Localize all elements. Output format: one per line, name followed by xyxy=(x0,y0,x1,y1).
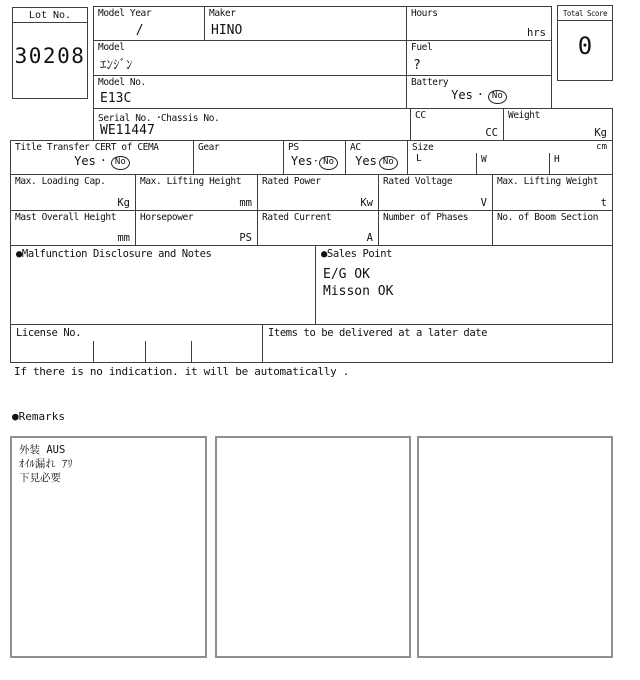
battery-separator: ･ xyxy=(477,90,483,101)
ps-separator: ･ xyxy=(313,157,319,167)
remarks-line-1: 外装 AUS xyxy=(19,444,66,456)
ac-cell xyxy=(345,140,408,175)
max-lifting-weight-label: Max. Lifting Weight xyxy=(497,176,599,187)
total-score-box xyxy=(557,5,613,81)
size-cell xyxy=(407,140,613,175)
ac-yes: Yes xyxy=(355,154,377,168)
later-items-label: Items to be delivered at a later date xyxy=(268,327,488,339)
number-of-phases-cell xyxy=(378,210,493,246)
title-transfer-separator: ･ xyxy=(100,156,106,167)
cc-cell xyxy=(410,108,504,141)
remarks-box-1 xyxy=(10,436,207,658)
model-no-cell xyxy=(93,75,407,109)
total-score-label: Total Score xyxy=(558,6,612,21)
size-l-label: L xyxy=(416,153,422,164)
rated-voltage-cell xyxy=(378,174,493,211)
weight-label: Weight xyxy=(508,110,540,121)
ac-yes-no xyxy=(346,154,407,170)
title-transfer-no-circled: No xyxy=(111,156,130,170)
serial-value: WE11447 xyxy=(100,123,155,138)
footer-note: If there is no indication. it will be automatically . xyxy=(14,365,350,378)
license-no-cell xyxy=(10,324,263,363)
remarks-box-1-text xyxy=(12,438,205,490)
rated-power-unit: Kw xyxy=(360,197,373,209)
max-loading-cap-unit: Kg xyxy=(117,197,130,209)
weight-cell xyxy=(503,108,613,141)
model-no-value: E13C xyxy=(100,91,132,106)
gear-label: Gear xyxy=(198,142,220,153)
sales-point-line-2: Misson OK xyxy=(323,284,394,299)
hours-cell xyxy=(406,6,552,41)
remarks-line-2: ｵｲﾙ漏れ ｱﾘ xyxy=(19,458,73,470)
battery-label: Battery xyxy=(411,77,449,88)
max-loading-cap-cell xyxy=(10,174,136,211)
mast-overall-height-cell xyxy=(10,210,136,246)
ps-label: PS xyxy=(288,142,299,153)
license-divider-2 xyxy=(145,341,146,362)
battery-no-circled: No xyxy=(488,90,507,104)
max-lifting-weight-cell xyxy=(492,174,613,211)
ps-cell xyxy=(283,140,346,175)
mast-overall-height-label: Mast Overall Height xyxy=(15,212,117,223)
fuel-label: Fuel xyxy=(411,42,433,53)
maker-label: Maker xyxy=(209,8,236,19)
rated-power-cell xyxy=(257,174,379,211)
max-lifting-weight-unit: t xyxy=(600,197,607,209)
cc-unit: CC xyxy=(485,127,498,139)
remarks-title: ●Remarks xyxy=(12,410,65,423)
mast-overall-height-unit: mm xyxy=(117,232,130,244)
boom-section-label: No. of Boom Section xyxy=(497,212,599,223)
max-lifting-height-unit: mm xyxy=(239,197,252,209)
horsepower-cell xyxy=(135,210,258,246)
license-divider-1 xyxy=(93,341,94,362)
horsepower-unit: PS xyxy=(239,232,252,244)
ps-yes-no xyxy=(284,154,345,170)
model-cell xyxy=(93,40,407,76)
fuel-value: ? xyxy=(413,58,421,73)
size-w-label: W xyxy=(481,154,487,165)
ps-yes: Yes xyxy=(290,154,313,168)
rated-current-cell xyxy=(257,210,379,246)
battery-cell xyxy=(406,75,552,109)
model-value: ｴﾝｼﾞﾝ xyxy=(100,58,133,73)
battery-yes: Yes xyxy=(451,88,473,102)
lot-number-box xyxy=(12,7,88,99)
ps-no-circled: No xyxy=(319,156,338,170)
sales-point-label: ●Sales Point xyxy=(321,248,393,260)
remarks-box-3 xyxy=(417,436,613,658)
size-divider-wh xyxy=(549,153,550,174)
sales-point-line-1: E/G OK xyxy=(323,267,370,282)
cc-label: CC xyxy=(415,110,426,121)
size-divider-lw xyxy=(476,153,477,174)
title-transfer-yes: Yes xyxy=(74,154,96,168)
sales-point-lines xyxy=(323,266,393,300)
max-lifting-height-label: Max. Lifting Height xyxy=(140,176,242,187)
model-year-cell xyxy=(93,6,205,41)
size-label: Size xyxy=(412,142,434,153)
maker-value: HINO xyxy=(211,23,243,38)
boom-section-cell xyxy=(492,210,613,246)
remarks-box-2 xyxy=(215,436,411,658)
sales-point-cell xyxy=(315,245,613,325)
lot-number-label: Lot No. xyxy=(13,8,87,23)
model-year-value: / xyxy=(135,23,144,38)
weight-unit: Kg xyxy=(594,127,607,139)
rated-current-unit: A xyxy=(366,232,373,244)
gear-cell xyxy=(193,140,284,175)
rated-current-label: Rated Current xyxy=(262,212,332,223)
malfunction-notes-cell xyxy=(10,245,316,325)
horsepower-label: Horsepower xyxy=(140,212,194,223)
fuel-cell xyxy=(406,40,552,76)
size-h-label: H xyxy=(554,154,560,165)
ac-label: AC xyxy=(350,142,361,153)
rated-voltage-label: Rated Voltage xyxy=(383,176,453,187)
number-of-phases-label: Number of Phases xyxy=(383,212,469,223)
lot-number-value: 30208 xyxy=(14,44,86,68)
title-transfer-label: Title Transfer CERT of CEMA xyxy=(15,142,159,153)
license-divider-3 xyxy=(191,341,192,362)
remarks-line-3: 下見必要 xyxy=(19,472,61,484)
model-year-label: Model Year xyxy=(98,8,152,19)
rated-voltage-unit: V xyxy=(480,197,487,209)
later-items-cell xyxy=(262,324,613,363)
max-loading-cap-label: Max. Loading Cap. xyxy=(15,176,106,187)
battery-yes-no xyxy=(407,86,551,104)
hours-label: Hours xyxy=(411,8,438,19)
max-lifting-height-cell xyxy=(135,174,258,211)
hours-unit: hrs xyxy=(527,27,546,39)
title-transfer-cell xyxy=(10,140,194,175)
serial-label: Serial No. ･Chassis No. xyxy=(98,113,220,124)
model-no-label: Model No. xyxy=(98,77,146,88)
size-unit: cm xyxy=(596,142,607,152)
license-no-label: License No. xyxy=(16,327,82,339)
maker-cell xyxy=(204,6,407,41)
rated-power-label: Rated Power xyxy=(262,176,321,187)
malfunction-notes-label: ●Malfunction Disclosure and Notes xyxy=(16,248,212,260)
model-label: Model xyxy=(98,42,125,53)
serial-cell xyxy=(93,108,411,141)
ac-no-circled: No xyxy=(379,156,398,170)
total-score-value: 0 xyxy=(577,32,593,60)
title-transfer-yes-no xyxy=(11,152,193,170)
